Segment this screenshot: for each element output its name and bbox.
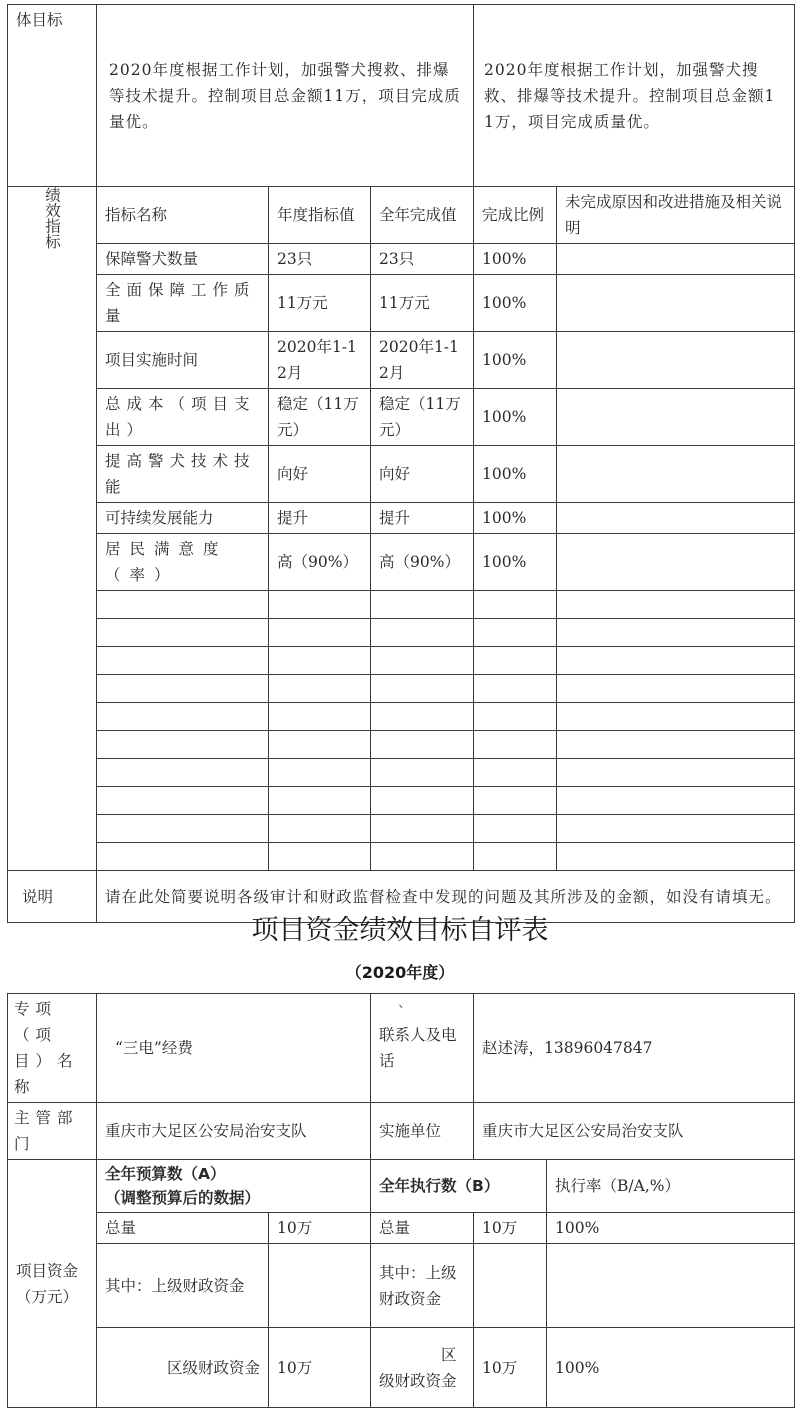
table-cell: 保障警犬数量 <box>97 244 269 275</box>
goal-text-right: 2020年度根据工作计划，加强警犬搜救、排爆等技术提升。控制项目总金额11万，项目完成质量优。 <box>474 5 795 187</box>
empty-cell <box>269 619 371 647</box>
table-cell: 提升 <box>371 503 474 534</box>
total-budget: 10万 <box>269 1213 371 1244</box>
total-exec-label: 总量 <box>371 1213 474 1244</box>
empty-cell <box>371 703 474 731</box>
table-cell <box>557 446 795 503</box>
empty-cell <box>97 815 269 843</box>
table-cell: 项目实施时间 <box>97 332 269 389</box>
empty-cell <box>474 759 557 787</box>
empty-cell <box>97 675 269 703</box>
table-cell: 11万元 <box>269 275 371 332</box>
empty-cell <box>371 759 474 787</box>
empty-cell <box>557 843 795 871</box>
empty-cell <box>269 703 371 731</box>
empty-cell <box>97 647 269 675</box>
table-cell: 稳定（11万元） <box>269 389 371 446</box>
empty-cell <box>474 647 557 675</box>
empty-cell <box>97 619 269 647</box>
upper-fund-label: 其中：上级财政资金 <box>97 1244 269 1328</box>
empty-cell <box>371 675 474 703</box>
rate-header: 执行率（B/A,%） <box>547 1160 795 1213</box>
impl-value: 重庆市大足区公安局治安支队 <box>474 1103 795 1160</box>
empty-cell <box>371 591 474 619</box>
note-label: 说明 <box>8 871 97 923</box>
table-cell <box>557 244 795 275</box>
goal-text-left: 2020年度根据工作计划，加强警犬搜救、排爆等技术提升。控制项目总金额11万，项目完成质量优。 <box>97 5 474 187</box>
empty-cell <box>474 731 557 759</box>
header-completion-ratio: 完成比例 <box>474 187 557 244</box>
empty-cell <box>474 843 557 871</box>
empty-cell <box>269 647 371 675</box>
table-cell: 向好 <box>371 446 474 503</box>
header-annual-target: 年度指标值 <box>269 187 371 244</box>
table-cell: 2020年1-12月 <box>371 332 474 389</box>
budget-header-note: （调整预算后的数据） <box>105 1189 261 1207</box>
total-label: 总量 <box>97 1213 269 1244</box>
table-cell: 100% <box>474 244 557 275</box>
table-cell: 提高警犬技术技能 <box>97 446 269 503</box>
empty-cell <box>97 843 269 871</box>
empty-cell <box>97 591 269 619</box>
funds-table <box>7 993 795 1408</box>
total-rate: 100% <box>547 1213 795 1244</box>
empty-cell <box>97 759 269 787</box>
total-exec: 10万 <box>474 1213 547 1244</box>
empty-cell <box>269 759 371 787</box>
empty-cell <box>474 815 557 843</box>
empty-cell <box>474 591 557 619</box>
upper-fund-rate <box>547 1244 795 1328</box>
table-cell <box>557 389 795 446</box>
table-cell: 总成本（项目支出） <box>97 389 269 446</box>
table-cell: 向好 <box>269 446 371 503</box>
impl-label: 实施单位 <box>371 1103 474 1160</box>
performance-table <box>7 4 795 923</box>
budget-header: 全年预算数（A） <box>105 1165 226 1183</box>
district-fund-exec: 10万 <box>474 1328 547 1408</box>
empty-cell <box>557 731 795 759</box>
dept-value: 重庆市大足区公安局治安支队 <box>97 1103 371 1160</box>
empty-cell <box>371 619 474 647</box>
empty-cell <box>557 675 795 703</box>
table-cell <box>557 534 795 591</box>
empty-cell <box>474 703 557 731</box>
empty-cell <box>557 619 795 647</box>
stray-mark: 、 <box>398 995 412 1011</box>
district-fund-budget: 10万 <box>269 1328 371 1408</box>
table-cell: 100% <box>474 503 557 534</box>
empty-cell <box>557 815 795 843</box>
note-text: 请在此处简要说明各级审计和财政监督检查中发现的问题及其所涉及的金额，如没有请填无。 <box>97 871 795 923</box>
empty-cell <box>371 843 474 871</box>
table-cell: 提升 <box>269 503 371 534</box>
dept-label: 主管部门 <box>8 1103 97 1160</box>
upper-fund-exec-label: 其中：上级财政资金 <box>371 1244 474 1328</box>
empty-cell <box>97 731 269 759</box>
table-cell <box>557 332 795 389</box>
empty-cell <box>269 815 371 843</box>
header-indicator-name: 指标名称 <box>97 187 269 244</box>
table-cell: 居民满意度（率） <box>97 534 269 591</box>
table-cell: 稳定（11万元） <box>371 389 474 446</box>
empty-cell <box>557 591 795 619</box>
table-cell: 100% <box>474 534 557 591</box>
empty-cell <box>269 843 371 871</box>
empty-cell <box>557 759 795 787</box>
empty-cell <box>371 731 474 759</box>
empty-cell <box>371 815 474 843</box>
empty-cell <box>269 787 371 815</box>
form-title: 项目资金绩效目标自评表 <box>251 915 549 946</box>
fund-label: 项目资金（万元） <box>8 1160 97 1408</box>
header-annual-actual: 全年完成值 <box>371 187 474 244</box>
empty-cell <box>371 647 474 675</box>
goal-label: 体目标 <box>8 5 97 187</box>
project-name-label: 专项（项目）名称 <box>8 994 97 1103</box>
project-name-value: “三电”经费 <box>97 994 371 1103</box>
table-cell: 100% <box>474 332 557 389</box>
table-cell: 100% <box>474 275 557 332</box>
contact-value: 赵述涛，13896047847 <box>474 994 795 1103</box>
form-subtitle: （2020年度） <box>345 963 455 982</box>
contact-label: 联系人及电话 <box>371 994 474 1103</box>
table-cell <box>557 275 795 332</box>
table-cell: 可持续发展能力 <box>97 503 269 534</box>
empty-cell <box>474 619 557 647</box>
upper-fund-budget <box>269 1244 371 1328</box>
table-cell <box>557 503 795 534</box>
empty-cell <box>269 731 371 759</box>
district-fund-exec-label: 区级财政资金 <box>371 1328 474 1408</box>
empty-cell <box>474 675 557 703</box>
exec-header: 全年执行数（B） <box>371 1160 547 1213</box>
district-fund-label: 区级财政资金 <box>97 1328 269 1408</box>
table-cell: 高（90%） <box>269 534 371 591</box>
table-cell: 100% <box>474 446 557 503</box>
empty-cell <box>97 787 269 815</box>
perf-indicator-label: 绩效指标 <box>43 187 61 249</box>
empty-cell <box>269 591 371 619</box>
empty-cell <box>97 703 269 731</box>
empty-cell <box>371 787 474 815</box>
empty-cell <box>557 787 795 815</box>
table-cell: 100% <box>474 389 557 446</box>
table-cell: 23只 <box>371 244 474 275</box>
table-cell: 高（90%） <box>371 534 474 591</box>
district-fund-rate: 100% <box>547 1328 795 1408</box>
empty-cell <box>269 675 371 703</box>
table-cell: 2020年1-12月 <box>269 332 371 389</box>
empty-cell <box>557 703 795 731</box>
header-explanation: 未完成原因和改进措施及相关说明 <box>557 187 795 244</box>
empty-cell <box>557 647 795 675</box>
table-cell: 11万元 <box>371 275 474 332</box>
table-cell: 全面保障工作质量 <box>97 275 269 332</box>
upper-fund-exec <box>474 1244 547 1328</box>
table-cell: 23只 <box>269 244 371 275</box>
empty-cell <box>474 787 557 815</box>
